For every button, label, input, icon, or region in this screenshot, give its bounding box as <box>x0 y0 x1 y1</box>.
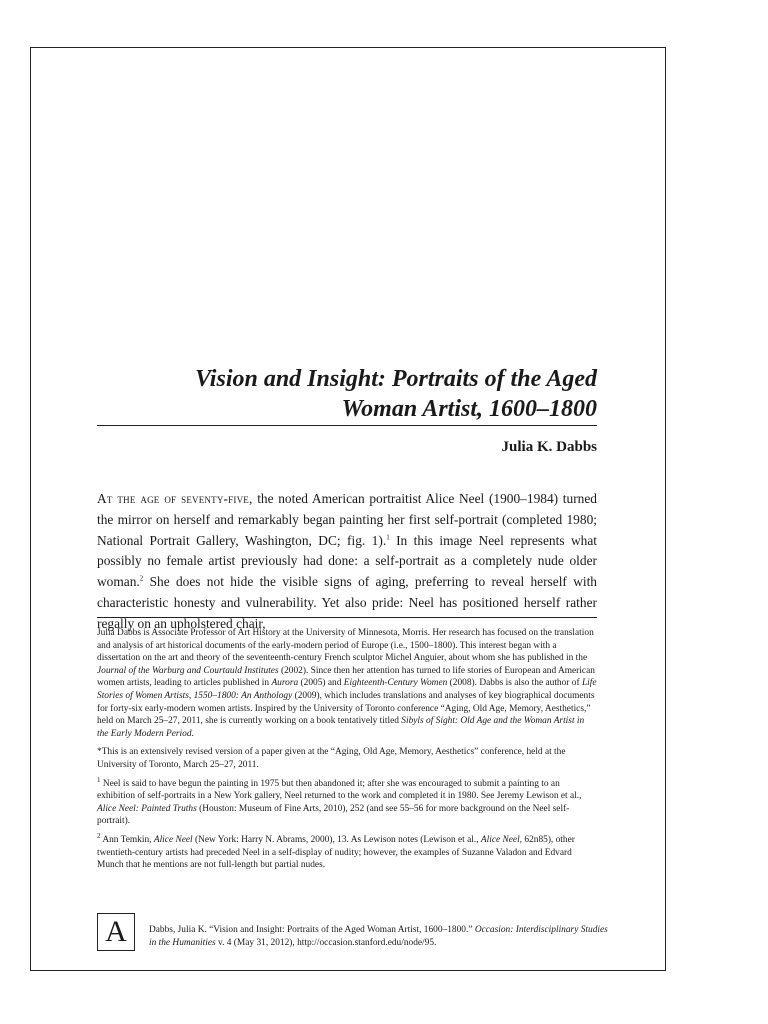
bio-text: (2002). Since then her attention has turned to life stories of European and American women artists, leading to articles published in <box>97 665 595 689</box>
footnote-1-text: (Houston: Museum of Fine Arts, 2010), 252 (and see 55–56 for more background on the Neel self-portrait). <box>97 803 570 827</box>
body-text-c: She does not hide the visible signs of aging, preferring to reveal herself with characteristic honesty and vulnerability. Yet also pride: Neel has positioned herself rather regally on an upholstered chair, <box>97 574 597 631</box>
article-title <box>97 364 597 424</box>
bio-text: Julia Dabbs is Associate Professor of Art History at the University of Minnesota, Morris. Her research has focused on the translation and analysis of art historical documents of the early-modern period of Europe (i.e., 1500–1800). This interest began with a dissertation on the art and theory of the seventeenth-century French sculptor Michel Anguier, about whom she has published in the <box>97 628 594 664</box>
footnote-2-title: Alice Neel <box>153 834 193 845</box>
footnote-2-text: (New York: Harry N. Abrams, 2000), 13. As Lewison notes (Lewison et al., <box>192 834 481 845</box>
footnote-1-title: Alice Neel: Painted Truths <box>97 803 197 814</box>
title-divider <box>97 425 597 426</box>
citation-text: Dabbs, Julia K. “Vision and Insight: Portraits of the Aged Woman Artist, 1600–1800.” <box>149 925 475 935</box>
citation <box>149 924 609 949</box>
bio-sibyls-title: Sibyls of Sight: Old Age and the Woman Artist in the Early Modern Period <box>97 716 585 739</box>
journal-logo: A <box>97 913 135 951</box>
footnote-divider <box>97 617 597 618</box>
footnote-2 <box>97 831 597 872</box>
bio-aurora-title: Aurora <box>271 678 299 689</box>
bio-book-title: Life Stories of Women Artists, 1550–1800: An Anthology <box>97 678 597 701</box>
title-line-2: Woman Artist, 1600–1800 <box>341 396 597 422</box>
bio-text: . <box>191 728 194 739</box>
body-text-a: the noted American portraitist Alice Neel (1900–1984) turned the mirror on herself and remarkably began painting her first self-portrait (completed 1980; National Portrait Gallery, Washington, DC; fig. 1). <box>97 491 597 548</box>
title-line-1: Vision and Insight: Portraits of the Aged <box>195 366 597 392</box>
bio-text: (2008). Dabbs is also the author of <box>447 678 582 689</box>
bio-journal-title: Journal of the Warburg and Courtauld Institutes <box>97 665 279 676</box>
citation-text: v. 4 (May 31, 2012), http://occasion.stanford.edu/node/95. <box>215 937 437 948</box>
footnote-2-number: 2 <box>97 831 101 840</box>
footnote-ref-2[interactable]: 2 <box>139 574 144 583</box>
revision-note: *This is an extensively revised version of a paper given at the “Aging, Old Age, Memory, Aesthetics” conference, held at the University of Toronto, March 25–27, 2011. <box>97 747 566 770</box>
footnote-ref-1[interactable]: 1 <box>386 533 390 542</box>
author-bio <box>97 627 597 740</box>
footnote-2-text: Ann Temkin, <box>100 834 154 845</box>
bio-18c-title: Eighteenth-Century Women <box>343 678 448 689</box>
footnote-2-text: 62n85), other twentieth-century artists had preceded Neel in a self-display of nudity; however, the examples of Suzanne Valadon and Edvard Munch that he mentions are not full-length but partial nudes. <box>97 834 575 871</box>
body-paragraph <box>97 489 597 635</box>
citation-journal: Occasion: Interdisciplinary Studies in the Humanities <box>149 925 608 948</box>
body-text-b: In this image Neel represents what possibly no female artist previously had done: a self-portrait as a completely nude older woman. <box>97 532 597 590</box>
bio-text: (2005) and <box>298 678 344 689</box>
footnote-1-number: 1 <box>97 775 101 784</box>
footnote-1 <box>97 775 597 828</box>
footnotes <box>97 627 597 878</box>
lead-smallcaps: At the age of seventy-five, <box>97 491 253 506</box>
footnote-1-text: Neel is said to have begun the painting in 1975 but then abandoned it; after she was encouraged to submit a painting to an exhibition of self-portraits in a New York gallery, Neel returned to the work and completed it in 1980. See Jeremy Lewison et al., <box>97 778 582 802</box>
bio-text: (2009), which includes translations and analyses of key biographical documents for forty-six early-modern women artists. Inspired by the University of Toronto conference “Aging, Old Age, Memory, Aesthetics,” held on March 25–27, 2011, she is currently working on a book tentatively titled <box>97 690 595 727</box>
footnote-2-title: Alice Neel, <box>480 834 523 845</box>
author-name: Julia K. Dabbs <box>501 439 597 455</box>
